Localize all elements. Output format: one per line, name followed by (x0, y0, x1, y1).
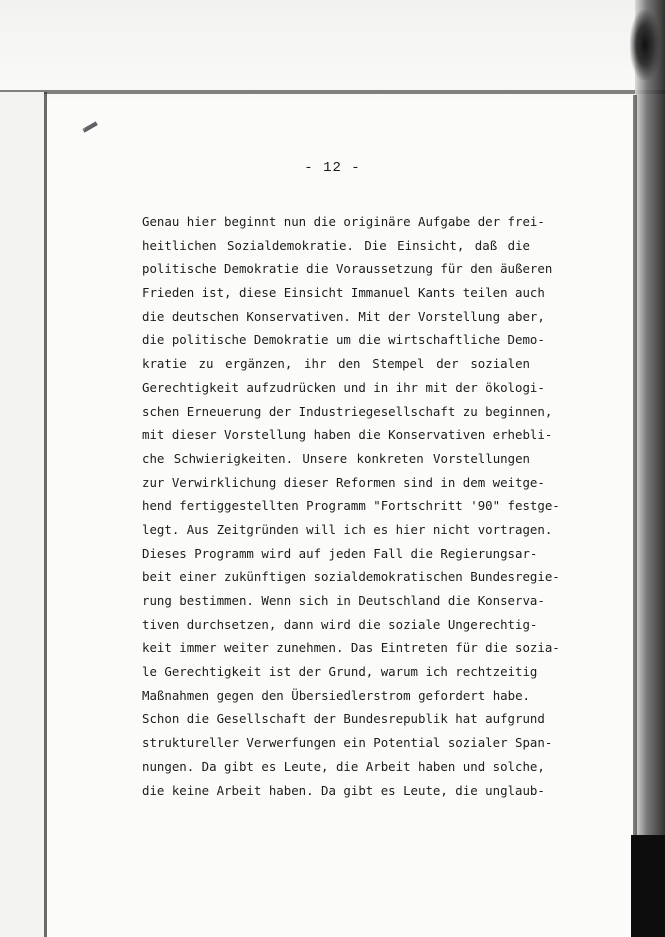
text-line: die keine Arbeit haben. Da gibt es Leute, die unglaub- (142, 782, 545, 798)
text-line: che Schwierigkeiten. Unsere konkreten Vorstellungen (142, 450, 530, 466)
scan-left-border (44, 92, 47, 937)
text-line: schen Erneuerung der Industriegesellschaft zu beginnen, (142, 403, 553, 419)
text-line: kratie zu ergänzen, ihr den Stempel der sozialen (142, 356, 530, 372)
text-line: politische Demokratie die Voraussetzung für den äußeren (142, 261, 553, 277)
text-line: struktureller Verwerfungen ein Potential sozialer Span- (142, 735, 553, 751)
text-line: Genau hier beginnt nun die originäre Aufgabe der frei- (142, 214, 545, 229)
page-number: - 12 - (304, 160, 361, 176)
text-line: rung bestimmen. Wenn sich in Deutschland die Konserva- (142, 593, 545, 608)
text-line: Maßnahmen gegen den Übersiedlerstrom gefordert habe. (142, 687, 530, 703)
scan-corner-smudge (630, 10, 660, 80)
scan-right-border (633, 95, 637, 937)
scan-top-border (0, 90, 665, 94)
text-line: keit immer weiter zunehmen. Das Eintreten für die sozia- (142, 640, 560, 656)
text-line: legt. Aus Zeitgründen will ich es hier nicht vortragen. (142, 521, 553, 537)
text-line: mit dieser Vorstellung haben die Konservativen erhebli- (142, 427, 553, 443)
text-line: heitlichen Sozialdemokratie. Die Einsicht, daß die (142, 237, 530, 253)
scan-top-edge (0, 0, 665, 100)
text-line: die deutschen Konservativen. Mit der Vorstellung aber, (142, 308, 545, 324)
text-line: Dieses Programm wird auf jeden Fall die Regierungsar- (142, 545, 538, 561)
text-line: hend fertiggestellten Programm "Fortschritt '90" festge- (142, 498, 560, 514)
scan-bottom-right-mark (631, 835, 665, 937)
scan-left-margin (0, 92, 44, 937)
text-line: Frieden ist, diese Einsicht Immanuel Kants teilen auch (142, 285, 545, 301)
scan-right-edge (635, 0, 665, 937)
text-line: le Gerechtigkeit ist der Grund, warum ich rechtzeitig (142, 664, 538, 680)
text-line: beit einer zukünftigen sozialdemokratischen Bundesregie- (142, 569, 560, 585)
text-line: Schon die Gesellschaft der Bundesrepublik hat aufgrund (142, 711, 545, 727)
text-line: tiven durchsetzen, dann wird die soziale Ungerechtig- (142, 616, 538, 632)
ink-mark-icon: ➖ (79, 116, 103, 140)
text-line: Gerechtigkeit aufzudrücken und in ihr mit der ökologi- (142, 379, 545, 395)
text-line: die politische Demokratie um die wirtschaftliche Demo- (142, 332, 545, 348)
text-line: nungen. Da gibt es Leute, die Arbeit haben und solche, (142, 758, 545, 774)
body-text (142, 210, 560, 802)
text-line: zur Verwirklichung dieser Reformen sind in dem weitge- (142, 474, 545, 490)
